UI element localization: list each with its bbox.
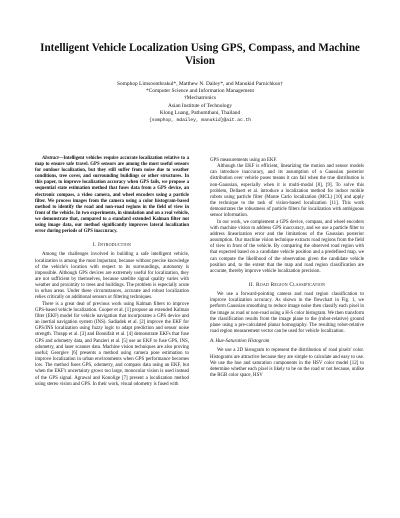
right-column (210, 158, 364, 379)
section-heading-introduction: I. Introduction (92, 242, 132, 249)
subsection-heading-histogram: A. Hue-Saturation Histogram (210, 339, 270, 345)
left-column (35, 156, 189, 388)
abstract (35, 156, 189, 235)
affiliation-1: *Computer Science and Information Management (145, 88, 255, 95)
abstract-lead: Abstract (42, 156, 59, 161)
author-names: Somphop Limsoonthrakul*, Matthew N. Dailey*, and Manukid Parnichkun† (117, 81, 283, 87)
affiliation-3: Asian Institute of Technology (167, 102, 233, 109)
author-emails: {somphop, mdailey, manukid}@ait.ac.th (149, 118, 251, 124)
paper-title: Intelligent Vehicle Localization Using GPS, Compass, and Machine Vision (40, 42, 360, 67)
affiliation-2: †Mechatronics (183, 95, 217, 102)
right-paragraph-1: GPS measurements using an EKF. (210, 158, 278, 163)
right-paragraph-3: In our work, we complement a GPS device, compass, and wheel encoders with machine vision to address GPS inaccuracy, and we use a particle filter to address linearization error and the limitations of the Gaussian posterior assumption. Our machine vision technique extracts road regions from the field of view in front of the vehicle. By comparing the observed road region with that expected based on a candidate vehicle position and a predefined map, we can compute the likelihood of the observation given the candidate vehicle position and, to the extent that the map and road region classification are accurate, thereby improve vehicle localization precision. (210, 219, 364, 274)
intro-paragraph-2: There is a great deal of previous work using Kalman filters to improve GPS-based vehicle localization. Cooper et al. [1] propose an extended Kalman filter (EKF) model for vehicle navigation that incorporates a GPS device and an inertial navigation system (INS). Sadiadek et al. [2] improve the EKF for GPS/INS localization using fuzzy logic to adapt prediction and sensor noise strength. Thrapp et al. [3] and Bonnifait et al. [4] demonstrate EKFs that fuse GPS and odometry data, and Panzieri et al. [5] use an EKF to fuse GPS, INS, odometry, and laser scanner data. Machine vision techniques are also proving useful; Georgiev [6] presents a method using camera pose estimation to improve localization in urban environments when GPS performance becomes low. The method fuses GPS, odometry, and compass data using an EKF, but when the EKF's uncertainty grows too large, monocular vision is used instead of the GPS signal. Agrawal and Konolige [7] present a localization method using stereo vision and GPS. In their work, visual odometry is fused with (35, 301, 189, 387)
road-paragraph-1: We use a forward-pointing camera and road region classification to improve localization accuracy. As shown in the flowchart in Fig. 1, we perform Gaussian smoothing to reduce image noise then classify each pixel in the image as road or non-road using a H-S color histogram. We then transform the classification results from the image plane to the (robot-relative) ground plane using a pre-calculated planar homography. The resulting robot-relative road region measurement vector can be used for vehicle localization. (210, 292, 364, 335)
right-paragraph-2: Although the EKF is efficient, linearizing the motion and sensor models can introduce inaccuracy, and its assumption of a Gaussian posterior distribution over vehicle poses means it can fail when the true distribution is non-Gaussian, especially when it is multi-modal [8], [9]. To solve this problem, Dellaert et al. introduce a localization method for indoor mobile robots using particle filter (Monte Carlo localization (MCL) [10] and apply the technique to the task of vision-based localization [11]. This work demonstrates the robustness of particle filters for localization with ambiguous sensor information. (210, 164, 364, 219)
abstract-text: —Intelligent vehicles require accurate localization relative to a map to ensure safe travel. GPS sensors are among the most useful sensors for outdoor localization, but they still suffer from noise due to weather conditions, tree cover, and surrounding buildings or other structures. In this paper, to improve localization accuracy when GPS fails, we propose a sequential state estimation method that fuses data from a GPS device, an electronic compass, a video camera, and wheel encoders using a particle filter. We process images from the camera using a color histogram-based method to identify the road and non-road regions in the field of view in front of the vehicle. In two experiments, in simulation and on a real vehicle, we demonstrate that, compared to a standard extended Kalman filter not using image data, our method significantly improves lateral localization error during periods of GPS inaccuracy. (35, 156, 189, 235)
author-block (40, 81, 360, 124)
affiliation-4: Klong Luang, Pathumthani, Thailand (159, 109, 241, 116)
intro-paragraph-1: Among the challenges involved in building a safe intelligent vehicle, localization is among the most important, because without precise knowledge of the vehicle's location with respect to its surroundings, autonomy is impossible. Although GPS devices are extremely useful for localization, they are not sufficient by themselves, because satellite signal quality varies with weather and proximity to trees and buildings. The problem is especially acute in urban areas. Under these circumstances, accurate and robust localization relies critically on additional sensors or filtering techniques. (35, 252, 189, 301)
section-heading-road-region: II. Road Region Classification (248, 281, 326, 288)
histogram-paragraph-1: We use a 2D histogram to represent the distribution of road pixels' color. Histograms are attractive because they are simple to calculate and easy to use. We use the hue and saturation components in the HSV color model [12] to determine whether each pixel is likely to be on the road or not because, unlike the RGB color space, HSV (210, 348, 364, 378)
